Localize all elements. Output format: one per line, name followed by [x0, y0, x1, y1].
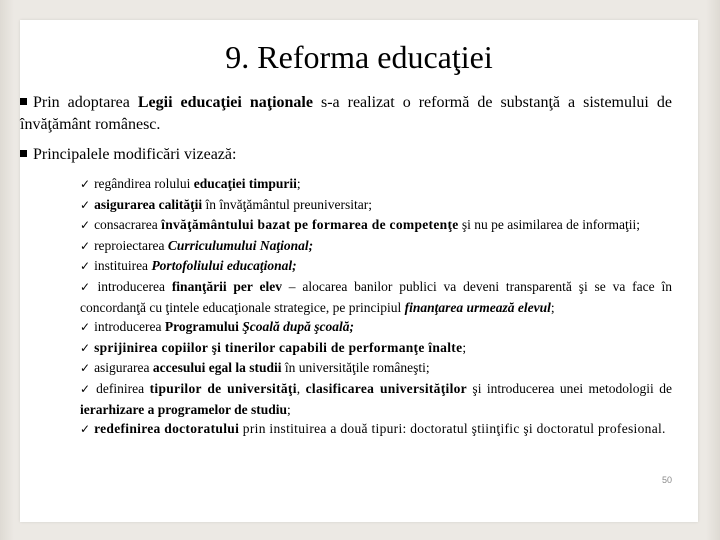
list-item: ✓ consacrarea învăţământului bazat pe formarea de competenţe şi nu pe asimilarea de informaţii;: [80, 217, 640, 233]
checkmark-icon: ✓: [80, 340, 91, 355]
slide-title: 9. Reforma educaţiei: [225, 39, 493, 75]
checkmark-icon: ✓: [80, 238, 91, 253]
list-item: ✓ regândirea rolului educaţiei timpurii;: [80, 176, 301, 191]
checkmark-icon: ✓: [80, 177, 91, 191]
slide-content: [20, 92, 672, 440]
checkmark-icon: ✓: [80, 422, 91, 437]
square-bullet-icon: [20, 98, 27, 105]
bullet-legea-educatiei: [20, 92, 672, 136]
checkmark-icon: ✓: [80, 259, 91, 274]
list-item: ✓ reproiectarea Curriculumului Naţional;: [80, 237, 314, 253]
bullet-text: s-a realizat o reformă de substanţă a sistemului de învăţământ românesc.: [20, 94, 672, 133]
slide: [20, 20, 698, 522]
bullet-text: Principalele modificări vizează:: [33, 146, 237, 163]
list-item: ✓ asigurarea calităţii în învăţământul preuniversitar;: [80, 196, 372, 212]
list-item: ✓ definirea tipurilor de universităţi, clasificarea universităţilor şi introducerea unei metodologii de ierarhizare a programelor de studiu;: [80, 380, 672, 417]
checkmark-icon: ✓: [80, 218, 91, 233]
list-item: ✓ redefinirea doctoratului prin instituirea a două tipuri: doctoratul ştiinţific şi doctoratul profesional.: [80, 421, 666, 437]
checkmark-icon: ✓: [80, 279, 94, 294]
checkmark-icon: ✓: [80, 381, 93, 396]
page-number: 50: [661, 475, 672, 485]
checkmark-icon: ✓: [80, 320, 91, 335]
bullet-text-bold: Legii educaţiei naţionale: [137, 94, 313, 111]
list-item: ✓ introducerea finanţării per elev – alocarea banilor publici va deveni transparentă şi se va face în concordanţă cu ţintele educaţionale strategice, pe principiul finanţarea urmează elevul;: [80, 278, 672, 315]
bullet-text: Prin adoptarea: [33, 94, 138, 111]
square-bullet-icon: [20, 150, 27, 157]
list-item: ✓ instituirea Portofoliului educaţional;: [80, 258, 297, 274]
list-item: ✓ asigurarea accesului egal la studii în universităţile româneşti;: [80, 360, 430, 376]
list-item: ✓ sprijinirea copiilor şi tinerilor capabili de performanţe înalte;: [80, 339, 467, 355]
list-item: ✓ introducerea Programului Şcoală după şcoală;: [80, 319, 355, 335]
bullet-principalele-modificari: [20, 144, 672, 166]
checkmark-icon: ✓: [80, 197, 91, 212]
checkmark-icon: ✓: [80, 361, 91, 376]
